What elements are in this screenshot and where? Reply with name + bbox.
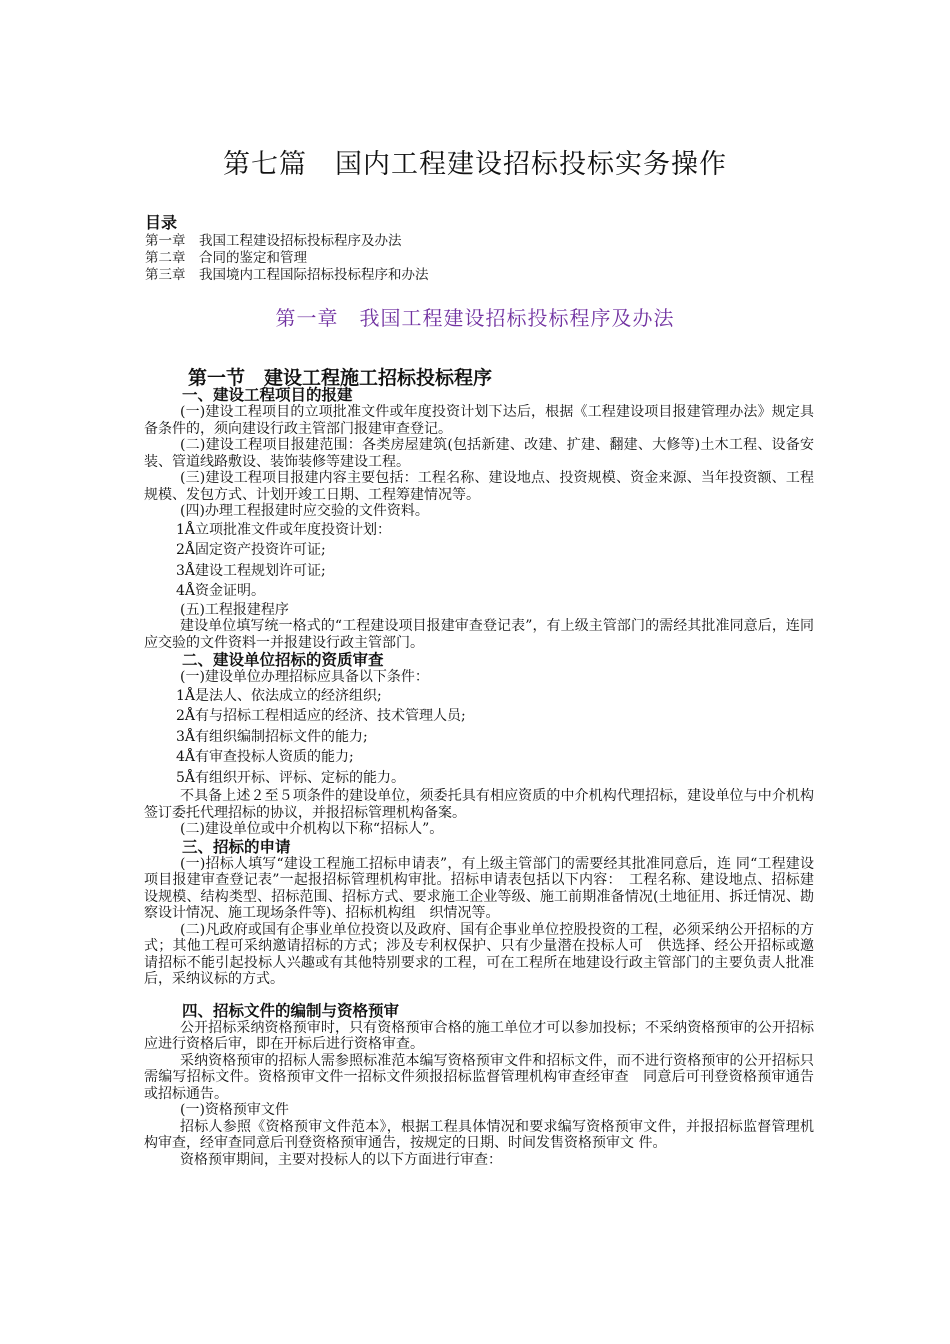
chapter-title: 第一章 我国工程建设招标投标程序及办法	[275, 306, 675, 330]
subsection-heading: 三、招标的申请	[182, 836, 291, 856]
table-of-contents	[145, 213, 429, 284]
list-item: 4Å有审查投标人资质的能力;	[176, 749, 354, 765]
list-item: 4Å资金证明。	[176, 583, 266, 599]
paragraph: 资格预审期间，主要对投标人的以下方面进行审查：	[180, 1151, 502, 1168]
paragraph: (一)招标人填写“建设工程施工招标申请表”，有上级主管部门的需要经其批准同意后，连 同“工程建设项目报建审查登记表”一起报招标管理机构审批。招标申请表包括以下内容： 工程名称、建设地点、招标建设规模、结构类型、招标范围、招标方式、要求施工企业等级、施工前期准备情况(土地征用、拆迁情况、勘察设计情况、施工现场条件等)、招标机构组 织情况等。	[144, 855, 814, 921]
toc-heading: 目录	[145, 213, 178, 232]
list-item: 5Å有组织开标、评标、定标的能力。	[176, 769, 406, 786]
list-item: 3Å有组织编制招标文件的能力;	[176, 728, 368, 745]
list-item: 1Å立项批准文件或年度投资计划：	[176, 521, 392, 538]
paragraph: (二)建设单位或中介机构以下称“招标人”。	[180, 821, 444, 837]
paragraph: (三)建设工程项目报建内容主要包括：工程名称、建设地点、投资规模、资金来源、当年投资额、工程规模、发包方式、计划开竣工日期、工程筹建情况等。	[144, 470, 814, 503]
paragraph: 公开招标采纳资格预审时，只有资格预审合格的施工单位才可以参加投标；不采纳资格预审的公开招标应进行资格后审，即在开标后进行资格审查。	[144, 1019, 814, 1052]
paragraph: (一)资格预审文件	[180, 1102, 289, 1118]
paragraph: 不具备上述２至５项条件的建设单位，须委托具有相应资质的中介机构代理招标，建设单位与中介机构签订委托代理招标的协议，并报招标管理机构备案。	[144, 788, 814, 821]
toc-item: 第二章 合同的鉴定和管理	[145, 250, 307, 266]
subsection-heading: 四、招标文件的编制与资格预审	[182, 1000, 400, 1020]
toc-item: 第三章 我国境内工程国际招标投标程序和办法	[145, 267, 429, 283]
section-title: 第一节 建设工程施工招标投标程序	[188, 367, 493, 389]
subsection-heading: 二、建设单位招标的资质审查	[182, 650, 384, 669]
paragraph: (五)工程报建程序	[180, 601, 289, 618]
document-title: 第七篇 国内工程建设招标投标实务操作	[223, 149, 727, 180]
paragraph: (二)凡政府或国有企事业单位投资以及政府、国有企事业单位控股投资的工程，必须采纳公开招标的方式；其他工程可采纳邀请招标的方式；涉及专利权保护、只有少量潜在投标人可 供选择、经公开招标或邀请招标不能引起投标人兴趣或有其他特别要求的工程，可在工程所在地建设行政主管部门的主要负责人批准后，采纳议标的方式。	[144, 921, 814, 987]
paragraph: (一)建设工程项目的立项批准文件或年度投资计划下达后，根据《工程建设项目报建管理办法》规定具备条件的，须向建设行政主管部门报建审查登记。	[144, 404, 814, 437]
list-item: 2Å固定资产投资许可证;	[176, 542, 326, 558]
paragraph: 招标人参照《资格预审文件范本》，根据工程具体情况和要求编写资格预审文件，并报招标监督管理机构审查，经审查同意后刊登资格预审通告，按规定的日期、时间发售资格预审文 件。	[144, 1118, 814, 1151]
paragraph: (二)建设工程项目报建范围：各类房屋建筑(包括新建、改建、扩建、翻建、大修等)土木工程、设备安装、管道线路敷设、装饰装修等建设工程。	[144, 437, 814, 470]
paragraph: (四)办理工程报建时应交验的文件资料。	[180, 503, 429, 519]
paragraph: 采纳资格预审的招标人需参照标准范本编写资格预审文件和招标文件，而不进行资格预审的公开招标只需编写招标文件。资格预审文件一招标文件须报招标监督管理机构审查经审查 同意后可刊登资格预审通告或招标通告。	[144, 1052, 814, 1102]
spacer	[144, 988, 814, 1002]
list-item: 2Å有与招标工程相适应的经济、技术管理人员;	[176, 708, 466, 724]
paragraph: 建设单位填写统一格式的“工程建设项目报建审查登记表”，有上级主管部门的需经其批准同意后，连同应交验的文件资料一并报建设行政主管部门。	[144, 618, 814, 651]
list-item: 1Å是法人、依法成立的经济组织;	[176, 687, 382, 704]
list-item: 3Å建设工程规划许可证;	[176, 562, 326, 579]
subsection-heading: 一、建设工程项目的报建	[182, 385, 353, 404]
toc-item: 第一章 我国工程建设招标投标程序及办法	[145, 233, 402, 249]
paragraph: (一)建设单位办理招标应具备以下条件：	[180, 669, 429, 685]
document-body	[144, 386, 814, 1168]
